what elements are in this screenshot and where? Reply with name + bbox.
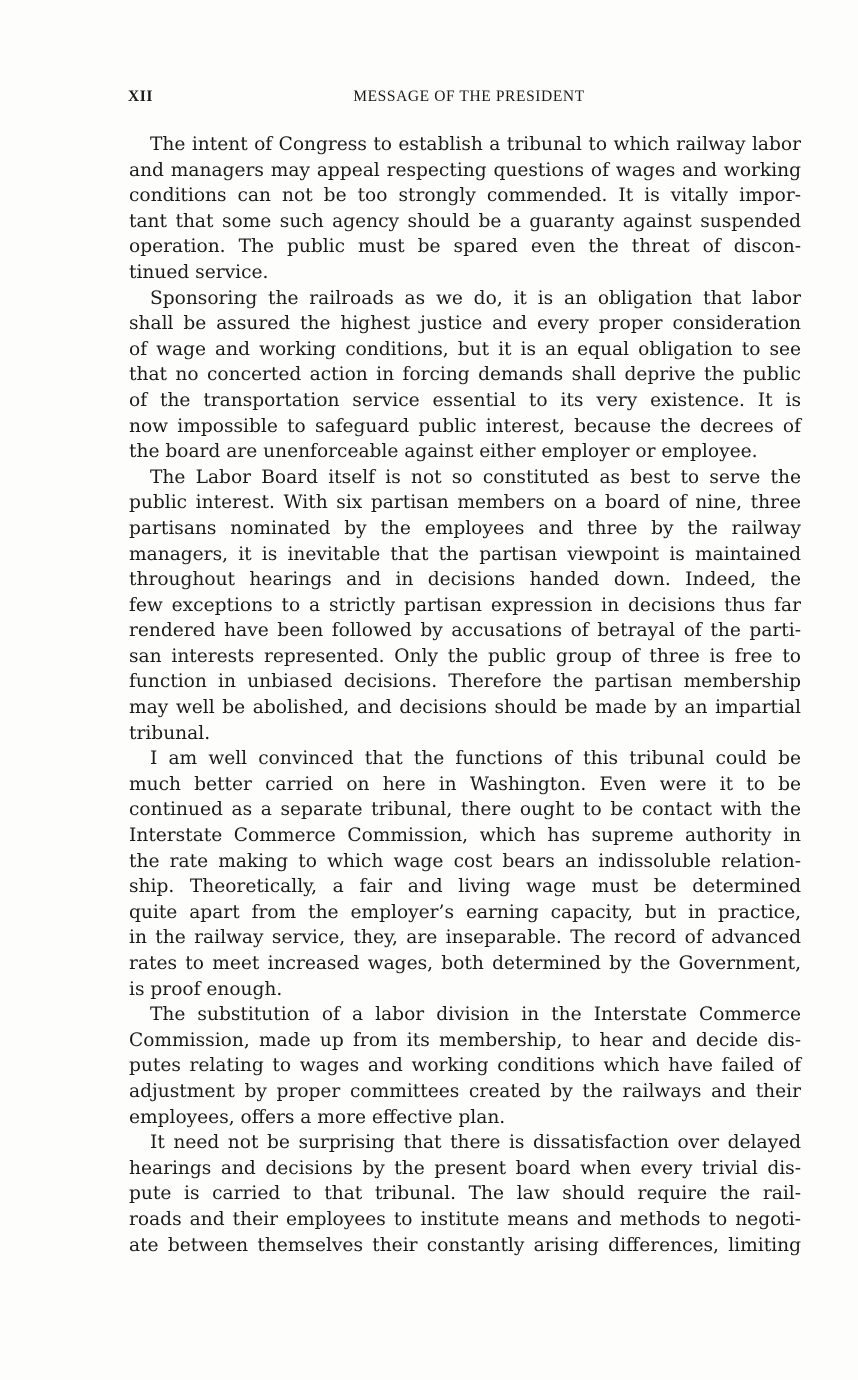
text-line: much better carried on here in Washington. Even were it to be [129,773,801,795]
text-line: The Labor Board itself is not so constituted as best to serve the [150,466,801,488]
text-line: It need not be surprising that there is dissatisfaction over delayed [150,1132,801,1154]
text-line: ship. Theoretically, a fair and living wage must be determined [129,876,801,898]
paragraph-sponsoring-railroads [129,286,801,465]
text-line: throughout hearings and in decisions handed down. Indeed, the [129,569,801,591]
text-line: The substitution of a labor division in the Interstate Commerce [150,1004,801,1026]
text-line: may well be abolished, and decisions should be made by an impartial [129,697,801,719]
text-line: the board are unenforceable against either employer or employee. [129,441,758,463]
text-line: pute is carried to that tribunal. The law should require the rail- [129,1183,801,1205]
running-title: MESSAGE OF THE PRESIDENT [353,88,585,105]
body-text [129,132,801,1258]
text-line: of the transportation service essential to its very existence. It is [129,389,801,411]
paragraph-congress-tribunal [129,132,801,286]
text-line: that no concerted action in forcing demands shall deprive the public [129,364,801,386]
text-line: putes relating to wages and working conditions which have failed of [129,1055,801,1077]
text-line: is proof enough. [129,978,283,1000]
text-line: operation. The public must be spared even the threat of discon- [129,236,801,258]
text-line: now impossible to safeguard public interest, because the decrees of [129,415,801,437]
text-line: hearings and decisions by the present board when every trivial dis- [129,1157,801,1179]
text-line: ate between themselves their constantly arising differences, limiting [129,1234,801,1256]
page-number: XII [128,88,154,105]
text-line: continued as a separate tribunal, there ought to be contact with the [129,799,801,821]
text-line: I am well convinced that the functions of this tribunal could be [150,748,801,770]
text-line: san interests represented. Only the public group of three is free to [129,645,801,667]
paragraph-dissatisfaction [129,1130,801,1258]
text-line: tribunal. [129,722,211,744]
text-line: Commission, made up from its membership, to hear and decide dis- [129,1029,801,1051]
running-head [128,88,800,110]
text-line: shall be assured the highest justice and every proper consideration [129,313,801,335]
text-line: tinued service. [129,261,269,283]
text-line: Sponsoring the railroads as we do, it is an obligation that labor [150,287,801,309]
paragraph-washington-tribunal [129,746,801,1002]
text-line: rendered have been followed by accusations of betrayal of the parti- [129,620,801,642]
paragraph-labor-board [129,465,801,747]
text-line: of wage and working conditions, but it is an equal obligation to see [129,338,801,360]
text-line: The intent of Congress to establish a tribunal to which railway labor [150,134,801,155]
text-line: managers, it is inevitable that the partisan viewpoint is maintained [129,543,801,565]
text-line: adjustment by proper committees created by the railways and their [129,1080,801,1102]
text-line: conditions can not be too strongly commended. It is vitally impor- [129,185,801,207]
text-line: the rate making to which wage cost bears an indissoluble relation- [129,850,801,872]
text-line: function in unbiased decisions. Therefore the partisan membership [129,671,801,693]
text-line: roads and their employees to institute means and methods to negoti- [129,1208,801,1230]
text-line: few exceptions to a strictly partisan expression in decisions thus far [129,594,801,616]
text-line: employees, offers a more effective plan. [129,1106,506,1128]
text-line: rates to meet increased wages, both determined by the Government, [129,953,801,974]
text-line: quite apart from the employer’s earning capacity, but in practice, [129,901,801,923]
text-line: and managers may appeal respecting questions of wages and working [129,159,801,181]
paragraph-labor-division [129,1002,801,1130]
text-line: tant that some such agency should be a guaranty against suspended [129,210,801,232]
text-line: Interstate Commerce Commission, which has supreme authority in [129,825,801,847]
text-line: partisans nominated by the employees and three by the railway [129,517,801,539]
text-line: in the railway service, they, are inseparable. The record of advanced [129,927,801,949]
text-line: public interest. With six partisan members on a board of nine, three [129,492,801,514]
